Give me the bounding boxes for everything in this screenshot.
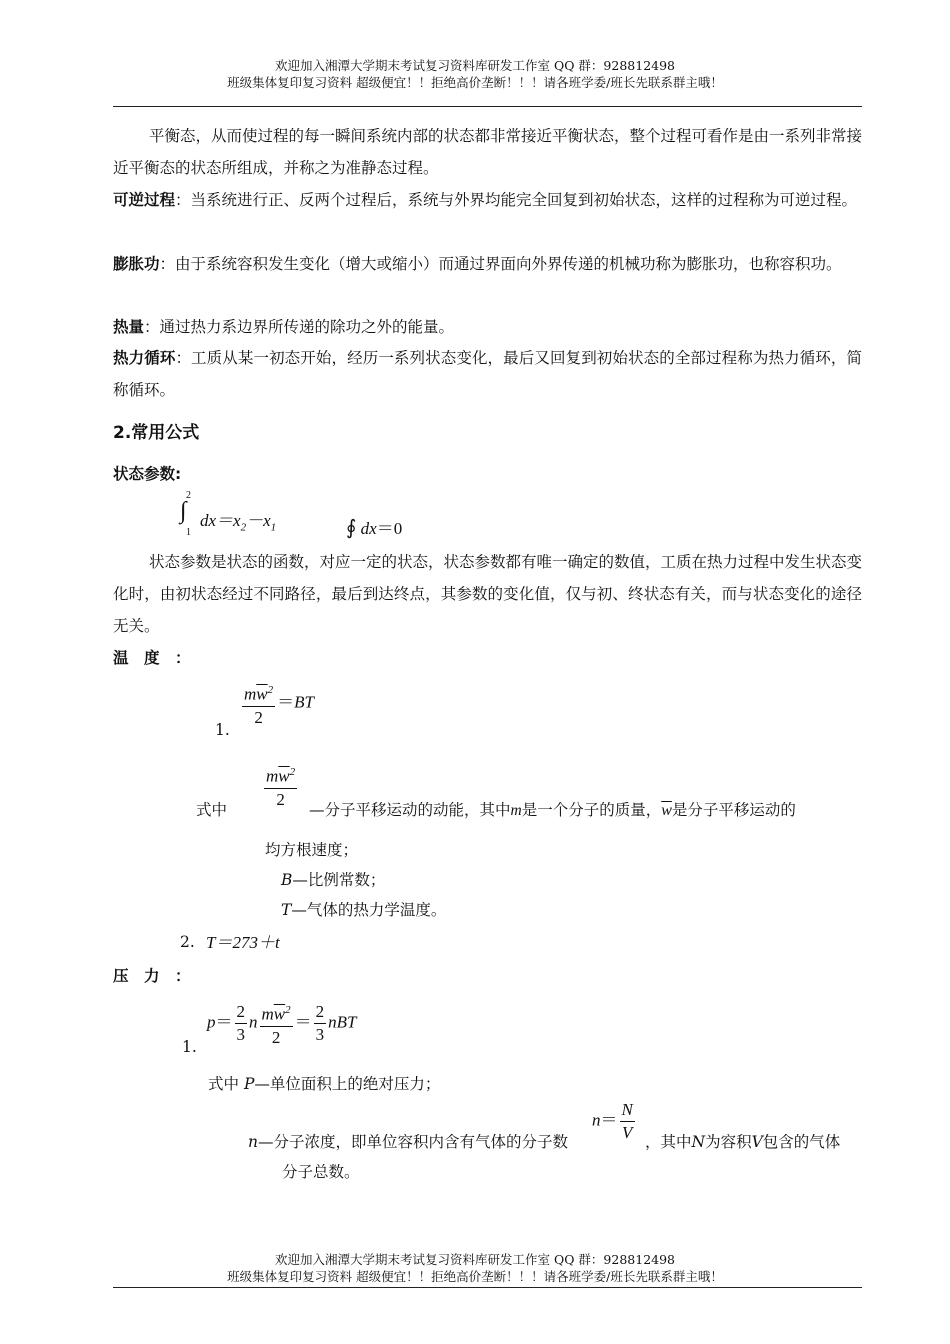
pressure-kinetic-num bbox=[260, 1000, 293, 1027]
temp-formula-2: T＝273＋t bbox=[206, 933, 280, 952]
temperature-label: 温 度 ： bbox=[113, 649, 191, 667]
frac-w: $\overline{w}$ bbox=[256, 684, 268, 704]
frac-sup-2: 2 bbox=[267, 684, 274, 696]
pk-m: m bbox=[261, 1004, 274, 1024]
header-line-1: 欢迎加入湘潭大学期末考试复习资料库研发工作室 QQ 群：928812498 bbox=[274, 58, 676, 73]
kinetic-numerator bbox=[242, 680, 275, 707]
n-desc-d: 包含的气体 bbox=[762, 1133, 841, 1151]
T-definition bbox=[281, 894, 446, 926]
temp-formula-1: $\frac{m\overline{w}^2}{2}$ ＝BT bbox=[240, 680, 314, 728]
expansion-term: 膨胀功 bbox=[113, 255, 160, 273]
kinetic-desc-m: m bbox=[510, 802, 522, 819]
section-title: 2.常用公式 bbox=[113, 423, 200, 443]
kinetic-desc-b: 是一个分子的质量， bbox=[521, 801, 662, 819]
n-description-tail bbox=[645, 1126, 840, 1158]
reversible-text: ：当系统进行正、反两个过程后，系统与外界均能完全回复到初始状态，这样的过程称为可逆过程。 bbox=[175, 191, 858, 209]
quasi-static-paragraph: 平衡态，从而使过程的每一瞬间系统内部的状态都非常接近平衡状态，整个过程可看作是由一系列非常接近平衡态的状态所组成，并称之为准静态过程。 bbox=[113, 127, 863, 177]
reversible-term: 可逆过程 bbox=[113, 191, 176, 209]
where-label-2: 式中 bbox=[208, 1075, 240, 1093]
kinetic-desc-w: $\overline{w}$ bbox=[661, 802, 672, 819]
integral-x1: x bbox=[263, 511, 271, 530]
temp-item-2-number: 2. bbox=[180, 933, 195, 951]
kinetic-description-cont: 均方根速度； bbox=[265, 841, 359, 859]
n-symbol: n bbox=[248, 1133, 258, 1151]
header-rule bbox=[113, 106, 862, 107]
cycle-paragraph bbox=[113, 342, 862, 406]
pk-sup-2: 2 bbox=[285, 1004, 291, 1016]
n-description-cont: 分子总数。 bbox=[282, 1163, 360, 1181]
n-description bbox=[248, 1126, 568, 1158]
footer bbox=[0, 1251, 950, 1285]
header bbox=[0, 57, 950, 91]
B-definition bbox=[281, 864, 385, 896]
pressure-item-1-number: 1. bbox=[182, 1038, 197, 1056]
kinetic-ref-fraction bbox=[264, 762, 297, 810]
kinetic-desc-a: —分子平移运动的动能，其中 bbox=[309, 801, 511, 819]
pressure-n-b: n bbox=[328, 1012, 337, 1032]
footer-line-2: 班级集体复印复习资料 超级便宜！！拒绝高价垄断！！！请各班学委/班长先联系群主哦！ bbox=[227, 1269, 723, 1284]
V-symbol: V bbox=[751, 1133, 763, 1151]
pressure-where bbox=[208, 1068, 440, 1100]
cyclic-rhs: 0 bbox=[393, 519, 403, 538]
pressure-kinetic-fraction bbox=[260, 1000, 293, 1048]
integral-dx: dx bbox=[200, 511, 217, 530]
frac-2-3-a bbox=[235, 1002, 248, 1045]
pk-w: $\overline{w}$ bbox=[273, 1004, 286, 1024]
expansion-text: ：由于系统容积发生变化（增大或缩小）而通过界面向外界传递的机械功称为膨胀功，也称容积功。 bbox=[159, 255, 842, 273]
P-symbol: P bbox=[243, 1075, 255, 1093]
integral-upper-limit: 2 bbox=[186, 490, 191, 501]
B-symbol: B bbox=[281, 871, 293, 889]
integral-x2: x bbox=[233, 511, 241, 530]
temp-formula-rhs: BT bbox=[294, 692, 314, 712]
cycle-term: 热力循环 bbox=[113, 349, 176, 367]
expansion-paragraph bbox=[113, 248, 862, 280]
pressure-BT: BT bbox=[336, 1012, 357, 1032]
n-formula: n＝ $\frac{N}{V}$ bbox=[592, 1100, 633, 1142]
kinetic-fraction-ref bbox=[262, 762, 299, 810]
frac-2-3-a-den: 3 bbox=[236, 1025, 245, 1045]
cyclic-integral-formula: ∮ dx＝0 bbox=[346, 517, 403, 539]
pressure-formula: p＝ $\frac{2}{3}$ n $\frac{m\overline{w}^2}{2}$ ＝ $\frac{2}{3}$ nBT bbox=[207, 1000, 356, 1048]
N-symbol: N bbox=[691, 1133, 706, 1151]
N-over-V bbox=[620, 1100, 635, 1143]
kinetic-denominator: 2 bbox=[254, 707, 263, 727]
frac-2-3-b bbox=[314, 1002, 327, 1045]
state-params-label: 状态参数: bbox=[113, 465, 182, 483]
heat-text: ：通过热力系边界所传递的除功之外的能量。 bbox=[144, 318, 455, 336]
integral-formula bbox=[180, 490, 320, 540]
footer-rule bbox=[113, 1287, 862, 1288]
integral-sub-2: 2 bbox=[240, 521, 247, 534]
kinetic-ref-denominator: 2 bbox=[276, 789, 285, 809]
header-line-2: 班级集体复印复习资料 超级便宜！！拒绝高价垄断！！！请各班学委/班长先联系群主哦！ bbox=[227, 75, 723, 90]
N-over-V-den: V bbox=[621, 1123, 633, 1142]
integral-expression: $dx=x_2-x_1$ bbox=[200, 511, 277, 534]
kinetic-energy-fraction bbox=[242, 680, 275, 728]
kinetic-ref-numerator bbox=[264, 762, 297, 789]
ref-sup-2: 2 bbox=[289, 766, 296, 778]
n-desc-b: ，其中 bbox=[645, 1133, 692, 1151]
integral-sign: ∫ bbox=[180, 498, 187, 524]
B-description: —比例常数； bbox=[292, 871, 386, 889]
frac-m: m bbox=[244, 684, 257, 704]
where-label-1: 式中 bbox=[196, 801, 228, 819]
pressure-label: 压 力 ： bbox=[113, 967, 191, 985]
pressure-n-a: n bbox=[249, 1012, 258, 1032]
pressure-p: p bbox=[207, 1012, 216, 1032]
n-desc-c: 为容积 bbox=[705, 1133, 752, 1151]
kinetic-description bbox=[309, 794, 862, 827]
n-formula-n: n bbox=[592, 1110, 601, 1130]
P-description: —单位面积上的绝对压力； bbox=[254, 1075, 441, 1093]
pressure-kinetic-den: 2 bbox=[271, 1027, 281, 1047]
heat-term: 热量 bbox=[113, 318, 145, 336]
frac-2-3-b-num: 2 bbox=[314, 1002, 327, 1024]
temp-item-1-number: 1. bbox=[215, 721, 230, 739]
kinetic-desc-c: 是分子平移运动的 bbox=[671, 801, 796, 819]
T-symbol: T bbox=[281, 901, 292, 919]
ref-m: m bbox=[266, 766, 279, 786]
T-description: —气体的热力学温度。 bbox=[291, 901, 447, 919]
reversible-paragraph bbox=[113, 184, 862, 216]
N-over-V-num: N bbox=[620, 1100, 635, 1122]
cycle-text: ：工质从某一初态开始，经历一系列状态变化，最后又回复到初始状态的全部过程称为热力循环，简称循环。 bbox=[113, 349, 862, 399]
frac-2-3-a-num: 2 bbox=[235, 1002, 248, 1024]
integral-sub-1: 1 bbox=[270, 521, 277, 534]
n-desc-a: —分子浓度，即单位容积内含有气体的分子数 bbox=[257, 1133, 568, 1151]
cyclic-integral-sign: ∮ bbox=[346, 517, 357, 539]
cyclic-dx: dx bbox=[360, 519, 377, 538]
heat-paragraph bbox=[113, 311, 862, 343]
integral-lower-limit: 1 bbox=[186, 527, 191, 538]
state-params-paragraph: 状态参数是状态的函数，对应一定的状态，状态参数都有唯一确定的数值，工质在热力过程中发生状态变化时，由初状态经过不同路径，最后到达终点，其参数的变化值，仅与初、终状态有关，而与状态变化的途径无关。 bbox=[113, 553, 863, 635]
frac-2-3-b-den: 3 bbox=[315, 1025, 325, 1045]
footer-line-1: 欢迎加入湘潭大学期末考试复习资料库研发工作室 QQ 群：928812498 bbox=[274, 1252, 676, 1267]
ref-w: $\overline{w}$ bbox=[278, 766, 290, 786]
